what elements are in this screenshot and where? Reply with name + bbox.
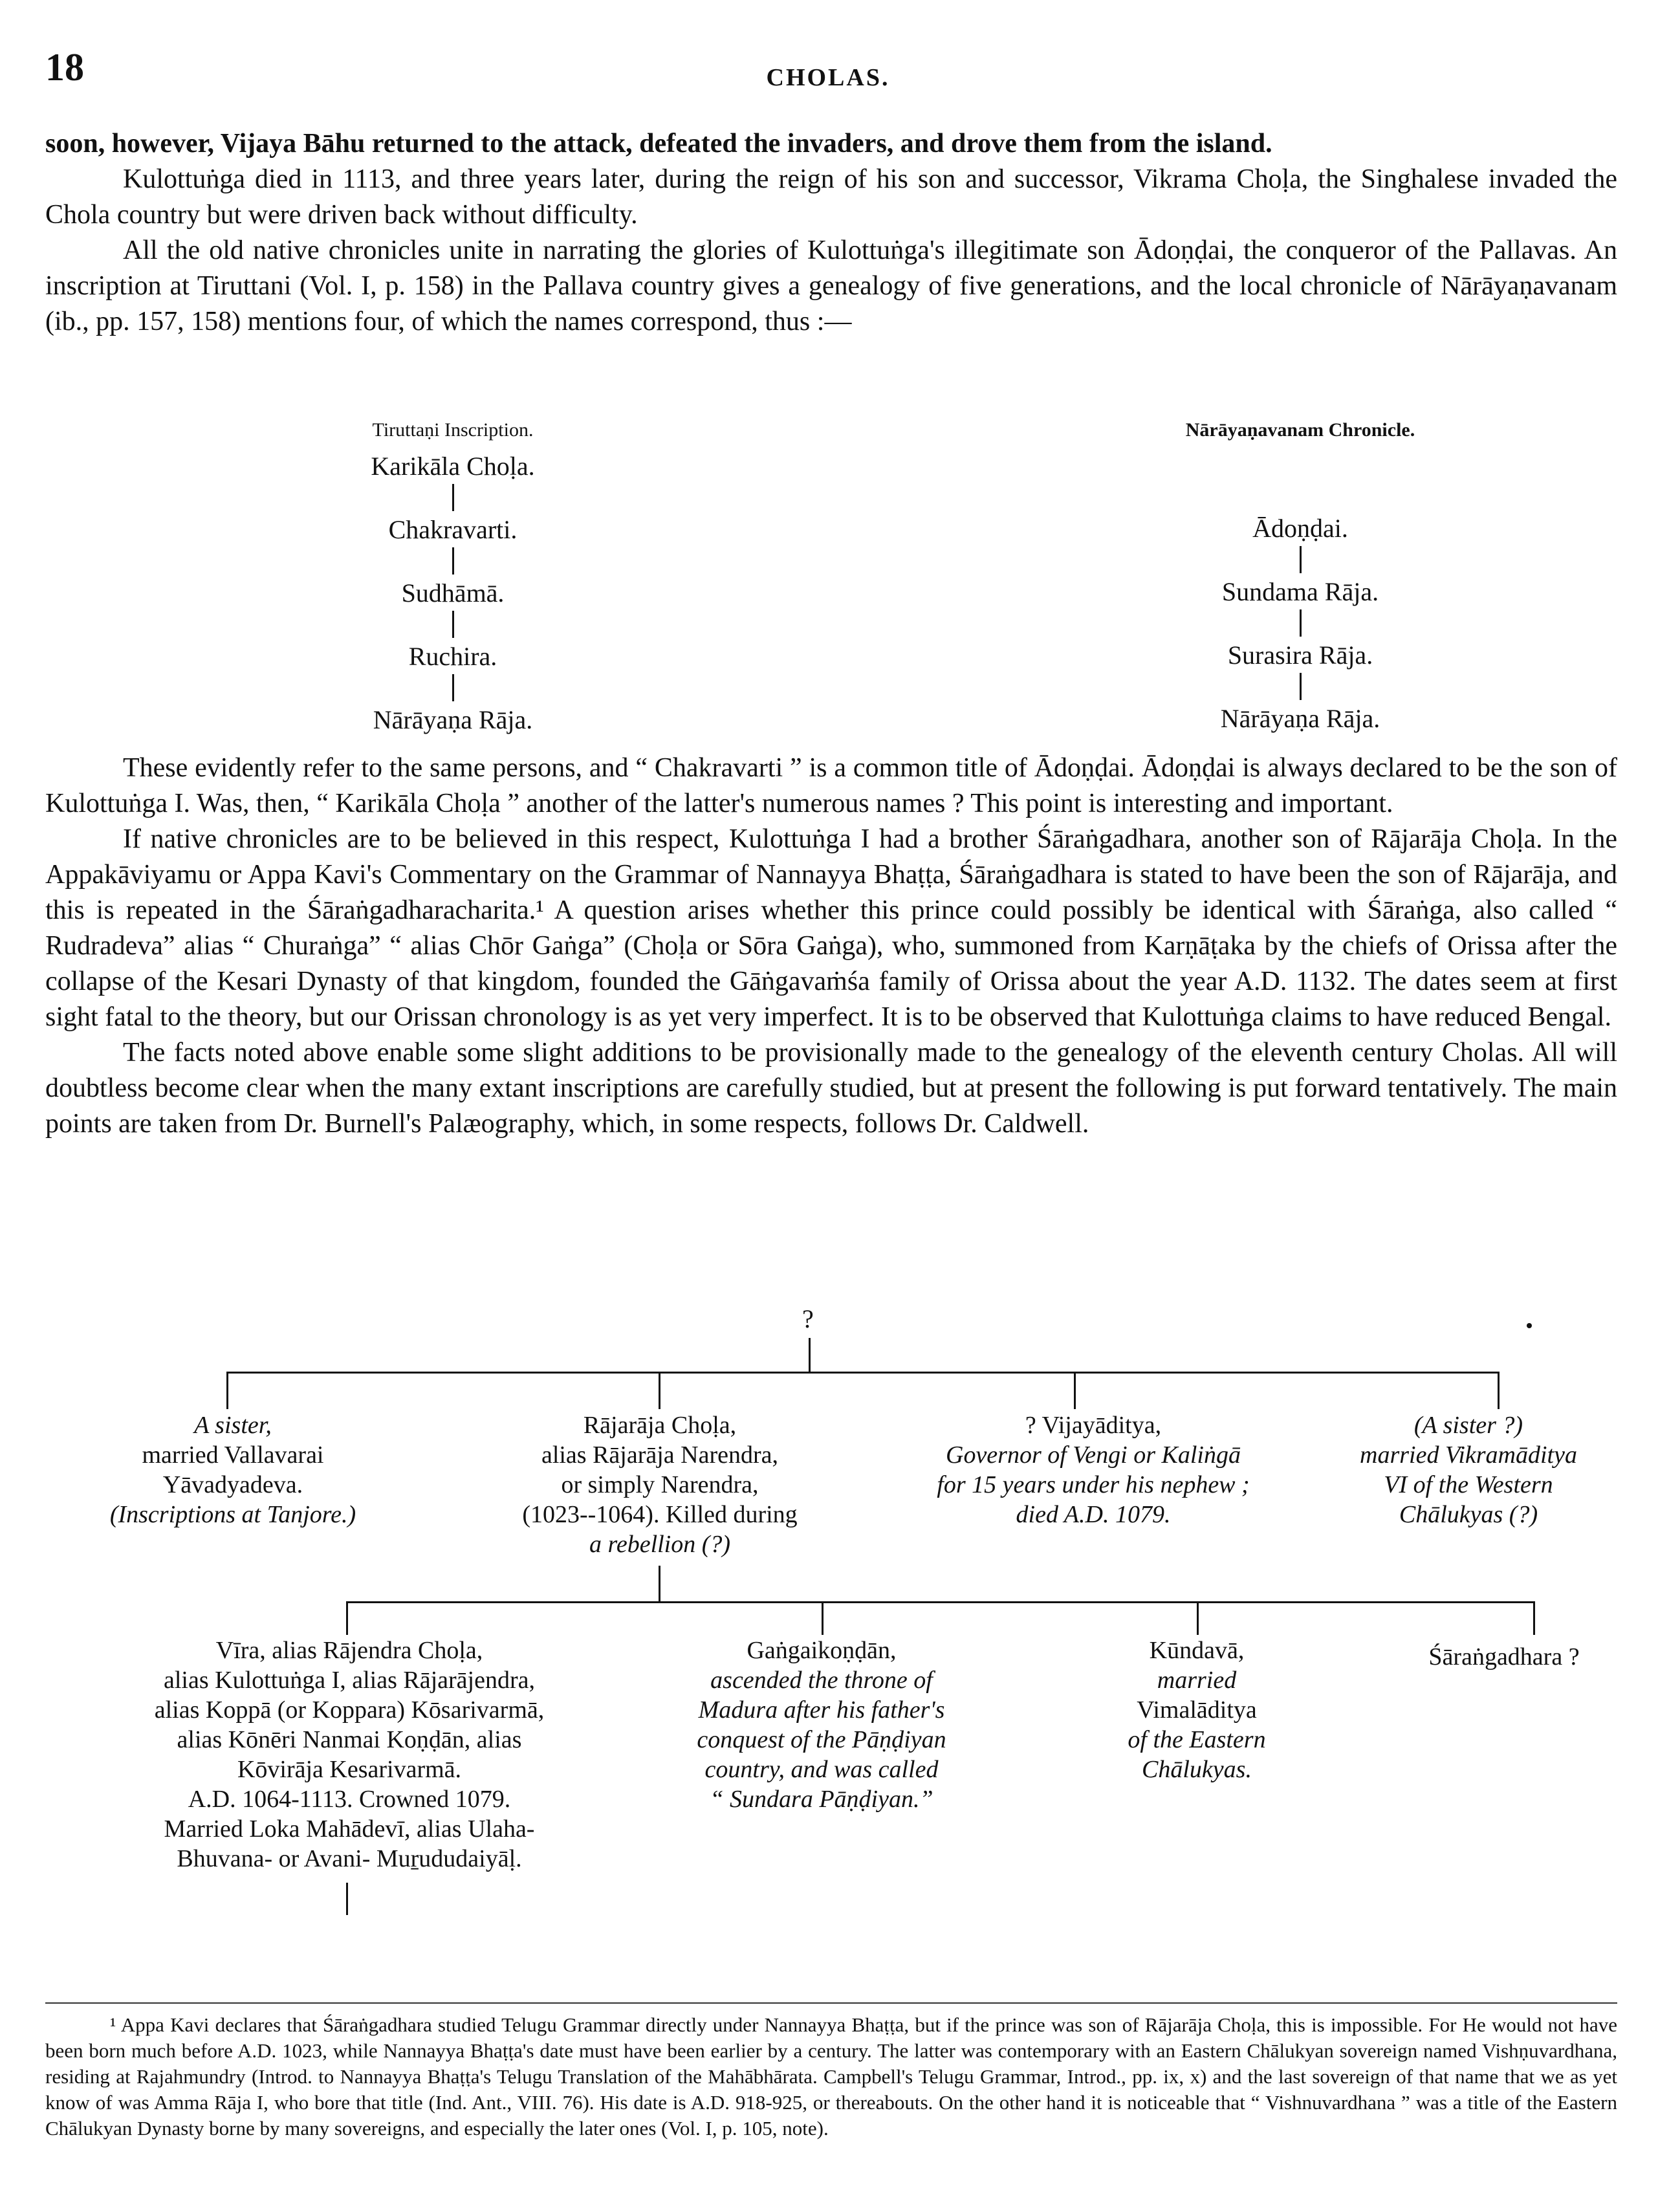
genealogy-name: Ruchira. bbox=[408, 642, 497, 671]
tree-drop bbox=[822, 1601, 824, 1635]
genealogy-name: Ādoṇḍai. bbox=[1252, 514, 1348, 543]
page-header bbox=[39, 45, 1617, 104]
tree-drop bbox=[226, 1372, 228, 1409]
paragraph-3: All the old native chronicles unite in narrating the glories of Kulottuṅga's illegitimate son Ādoṇḍai, the conqueror of the Pallavas. An inscription at Tiruttani (Vol. I, p. 158) in the Pallava country gives a genealogy of five generations, and the local chronicle of Nārāyaṇavanam (ib., pp. 157, 158) mentions four, of which the names correspond, thus :— bbox=[45, 235, 1617, 336]
tree-drop bbox=[1074, 1372, 1076, 1409]
page bbox=[39, 0, 1617, 2212]
descent-line bbox=[452, 547, 454, 575]
tree-drop bbox=[1197, 1601, 1199, 1635]
tree-node-rajaraja: Rājarāja Choḷa, alias Rājarāja Narendra, or simply Narendra, (1023--1064). Killed during a rebellion (?) bbox=[522, 1412, 798, 1558]
tree-bar-gen1 bbox=[226, 1372, 1498, 1374]
genealogy-name: Sudhāmā. bbox=[401, 578, 505, 608]
paragraph-1: soon, however, Vijaya Bāhu returned to the attack, defeated the invaders, and drove them from the island. bbox=[45, 129, 1272, 159]
genealogy-narayanavanam bbox=[1074, 419, 1527, 735]
tree-node-kundava: Kūndavā, married Vimalāditya of the Eastern Chālukyas. bbox=[1128, 1637, 1266, 1783]
tree-drop bbox=[1498, 1372, 1500, 1409]
tree-root: ? bbox=[802, 1304, 814, 1333]
main-text-continued bbox=[45, 750, 1617, 1142]
tree-bar-gen2 bbox=[346, 1601, 1533, 1603]
tree-node-kulottunga: Vīra, alias Rājendra Choḷa, alias Kulottuṅga I, alias Rājarājendra, alias Koppā (or Koppara) Kōsarivarmā, alias Kōnēri Nanmai Koṇḍān, alias Kōvirāja Kesarivarmā. A.D. 1064-1113. Crowned 1079. Married Loka Mahādevī, alias Ulaha- Bhuvana- or Avani- Muṟududaiyāḷ. bbox=[154, 1637, 545, 1872]
descent-line bbox=[1300, 546, 1302, 573]
genealogy-name: Nārāyaṇa Rāja. bbox=[1220, 704, 1380, 733]
descent-line bbox=[452, 611, 454, 638]
genealogy-heading: Nārāyaṇavanam Chronicle. bbox=[1185, 419, 1415, 441]
descent-line bbox=[1300, 609, 1302, 637]
genealogy-name: Nārāyaṇa Rāja. bbox=[373, 705, 533, 734]
tree-line-rajaraja-down bbox=[659, 1566, 660, 1601]
running-title: CHOLAS. bbox=[766, 64, 890, 91]
genealogy-heading: Tiruttaṇi Inscription. bbox=[372, 419, 534, 441]
genealogy-name: Karikāla Choḷa. bbox=[371, 452, 535, 481]
descent-line bbox=[452, 674, 454, 701]
genealogy-name: Sundama Rāja. bbox=[1221, 577, 1379, 606]
stray-mark bbox=[1527, 1323, 1532, 1328]
tree-drop bbox=[346, 1601, 348, 1635]
main-text bbox=[45, 126, 1617, 340]
page-number: 18 bbox=[45, 46, 84, 89]
tree-line-kulottunga-down bbox=[346, 1883, 348, 1915]
tree-drop bbox=[659, 1372, 660, 1409]
genealogy-name: Chakravarti. bbox=[388, 515, 518, 544]
genealogy-name: Surasira Rāja. bbox=[1227, 641, 1373, 670]
paragraph-5: If native chronicles are to be believed in this respect, Kulottuṅga I had a brother Śāraṅgadhara, another son of Rājarāja Choḷa. In the Appakāviyamu or Appa Kavi's Commentary on the Grammar of Nannayya Bhaṭṭa, Śāraṅgadhara is stated to have been the son of Rājarāja, and this is repeated in the Śāraṅgadharacharita.¹ A question arises whether this prince could possibly be identical with Śāraṅga, also called “ Rudradeva” alias “ Churaṅga” “ alias Chōr Gaṅga” (Choḷa or Sōra Gaṅga), who, summoned from Karṇāṭaka by the chiefs of Orissa after the collapse of the Kesari Dynasty of that kingdom, founded the Gāṅgavaṁśa family of Orissa about the year A.D. 1132. The dates seem at first sight fatal to the theory, but our Orissan chronology is as yet very imperfect. It is to be observed that Kulottuṅga claims to have reduced Bengal. bbox=[45, 824, 1617, 1032]
tree-node-vijayaditya: ? Vijayāditya, Governor of Vengi or Kaliṅgā for 15 years under his nephew ; died A.D. 1079. bbox=[937, 1412, 1250, 1528]
paragraph-4: These evidently refer to the same persons, and “ Chakravarti ” is a common title of Ādoṇḍai. Ādoṇḍai is always declared to be the son of Kulottuṅga I. Was, then, “ Karikāla Choḷa ” another of the latter's numerous names ? This point is interesting and important. bbox=[45, 753, 1617, 818]
footnote-rule bbox=[45, 2002, 1617, 2004]
genealogy-tiruttani bbox=[272, 419, 634, 736]
footnote bbox=[45, 2012, 1617, 2141]
tree-node-gangaikondan: Gaṅgaikoṇḍān, ascended the throne of Madura after his father's conquest of the Pāṇḍiyan country, and was called “ Sundara Pāṇḍiyan.” bbox=[697, 1637, 946, 1813]
paragraph-2: Kulottuṅga died in 1113, and three years later, during the reign of his son and successor, Vikrama Choḷa, the Singhalese invaded the Chola country but were driven back without difficulty. bbox=[45, 164, 1617, 230]
footnote-1: ¹ Appa Kavi declares that Śāraṅgadhara studied Telugu Grammar directly under Nannayya Bhaṭṭa, but if the prince was son of Rājarāja Choḷa, this is impossible. For He would not have been born much before A.D. 1023, while Nannayya Bhaṭṭa's date must have been earlier by a century. The latter was contemporary with an Eastern Chālukyan sovereign named Vishṇuvardhana, residing at Rajahmundry (Introd. to Nannayya Bhaṭṭa's Telugu Translation of the Mahābhārata. Campbell's Telugu Grammar, Introd., pp. ix, x) and the last sovereign of that name that we as yet know of was Amma Rāja I, who bore that title (Ind. Ant., VIII. 76). His date is A.D. 918-925, or thereabouts. On the other hand it is noticeable that “ Vishnuvardhana ” was a title of the Eastern Chālukyan Dynasty borne by many sovereigns, and especially the later ones (Vol. I, p. 105, note). bbox=[45, 2013, 1617, 2140]
descent-line bbox=[1300, 673, 1302, 700]
tree-node-sister-2: (A sister ?) married Vikramāditya VI of the Western Chālukyas (?) bbox=[1360, 1412, 1577, 1528]
tree-root-line bbox=[809, 1338, 811, 1372]
tree-node-sarangadhara: Śāraṅgadhara ? bbox=[1428, 1643, 1580, 1670]
tree-drop bbox=[1533, 1601, 1535, 1635]
descent-line bbox=[452, 484, 454, 511]
tree-node-sister: A sister, married Vallavarai Yāvadyadeva. (Inscriptions at Tanjore.) bbox=[109, 1412, 356, 1528]
paragraph-6: The facts noted above enable some slight additions to be provisionally made to the genealogy of the eleventh century Cholas. All will doubtless become clear when the many extant inscriptions are carefully studied, but at present the following is put forward tentatively. The main points are taken from Dr. Burnell's Palæography, which, in some respects, follows Dr. Caldwell. bbox=[45, 1038, 1617, 1139]
